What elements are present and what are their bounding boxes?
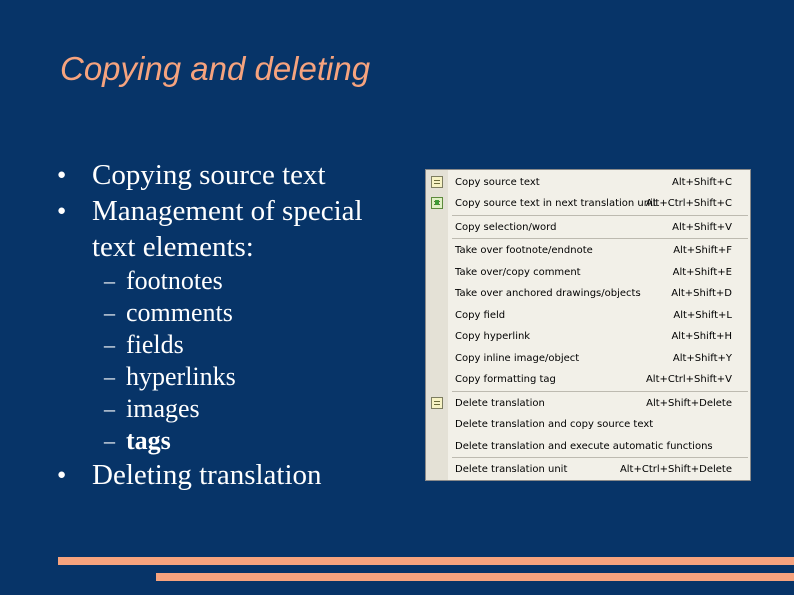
sub-bullet-text: comments: [126, 298, 233, 327]
sub-bullet-text: footnotes: [126, 266, 223, 295]
menu-item-take-over-comment[interactable]: [448, 262, 750, 282]
menu-item-shortcut: Alt+Shift+E: [672, 267, 732, 278]
menu-item-delete-translation-unit[interactable]: [448, 459, 750, 479]
menu-item-copy-formatting-tag[interactable]: [448, 369, 750, 389]
sub-bullet-marker: –: [104, 332, 115, 357]
menu-separator: [452, 238, 748, 239]
menu-item-shortcut: Alt+Shift+H: [671, 331, 732, 342]
menu-item-copy-inline-image[interactable]: [448, 348, 750, 368]
sub-bullet-text: tags: [126, 426, 171, 455]
menu-item-copy-field[interactable]: [448, 305, 750, 325]
copy-source-icon: [431, 176, 443, 188]
menu-item-label: Delete translation: [455, 398, 545, 409]
menu-icon-gutter: [426, 170, 448, 480]
menu-item-shortcut: Alt+Shift+Delete: [646, 398, 732, 409]
menu-item-label: Delete translation and copy source text: [455, 419, 654, 430]
sub-bullet-marker: –: [104, 364, 115, 389]
sub-bullet-marker: –: [104, 396, 115, 421]
context-menu: [425, 169, 751, 481]
menu-item-take-over-drawings[interactable]: [448, 283, 750, 303]
menu-item-shortcut: Alt+Shift+L: [673, 310, 732, 321]
delete-translation-icon: [431, 397, 443, 409]
menu-item-take-over-footnote[interactable]: [448, 240, 750, 260]
menu-item-shortcut: Alt+Ctrl+Shift+C: [645, 198, 732, 209]
menu-item-shortcut: Alt+Shift+V: [672, 222, 732, 233]
sub-bullet-text: fields: [126, 330, 184, 359]
menu-item-shortcut: Alt+Shift+C: [671, 177, 732, 188]
bullet-text: Deleting translation: [92, 459, 322, 491]
menu-item-label: Take over anchored drawings/objects: [455, 288, 641, 299]
sub-bullet-text: images: [126, 394, 200, 423]
menu-item-shortcut: Alt+Shift+F: [673, 245, 732, 256]
sub-bullet-text: hyperlinks: [126, 362, 236, 391]
menu-item-shortcut: Alt+Ctrl+Shift+Delete: [619, 464, 732, 475]
menu-item-shortcut: Alt+Shift+D: [671, 288, 732, 299]
bullet-marker: ●: [57, 167, 67, 183]
copy-next-unit-icon: [431, 197, 443, 209]
menu-item-label: Copy formatting tag: [455, 374, 556, 385]
menu-separator: [452, 391, 748, 392]
menu-separator: [452, 457, 748, 458]
menu-item-label: Copy selection/word: [455, 222, 557, 233]
menu-item-label: Copy source text in next translation unit: [455, 198, 657, 209]
menu-item-delete-translation[interactable]: [448, 393, 750, 413]
menu-item-label: Delete translation unit: [455, 464, 568, 475]
menu-item-label: Copy source text: [455, 177, 540, 188]
footer-accent-bar: [156, 573, 794, 581]
menu-item-label: Copy hyperlink: [455, 331, 531, 342]
menu-item-shortcut: Alt+Shift+Y: [672, 353, 732, 364]
bullet-text: Copying source text: [92, 159, 326, 191]
menu-item-delete-and-copy-source[interactable]: [448, 414, 750, 434]
bullet-text: text elements:: [92, 231, 254, 263]
menu-separator: [452, 215, 748, 216]
slide-title: Copying and deleting: [60, 50, 371, 87]
bullet-marker: ●: [57, 467, 67, 483]
menu-item-delete-and-execute[interactable]: [448, 436, 750, 456]
menu-item-copy-hyperlink[interactable]: [448, 326, 750, 346]
sub-bullet-marker: –: [104, 300, 115, 325]
menu-item-label: Delete translation and execute automatic functions: [455, 441, 713, 452]
sub-bullet-marker: –: [104, 428, 115, 453]
bullet-text: Management of special: [92, 195, 363, 227]
footer-accent-bar: [58, 557, 794, 565]
sub-bullet-marker: –: [104, 268, 115, 293]
menu-item-copy-source-text[interactable]: [448, 172, 750, 192]
menu-item-label: Take over footnote/endnote: [455, 245, 593, 256]
menu-item-label: Copy field: [455, 310, 506, 321]
bullet-marker: ●: [57, 203, 67, 219]
menu-item-label: Copy inline image/object: [455, 353, 580, 364]
menu-item-copy-source-next-unit[interactable]: [448, 193, 750, 213]
menu-item-copy-selection[interactable]: [448, 217, 750, 237]
menu-item-label: Take over/copy comment: [455, 267, 581, 278]
menu-item-shortcut: Alt+Ctrl+Shift+V: [645, 374, 732, 385]
